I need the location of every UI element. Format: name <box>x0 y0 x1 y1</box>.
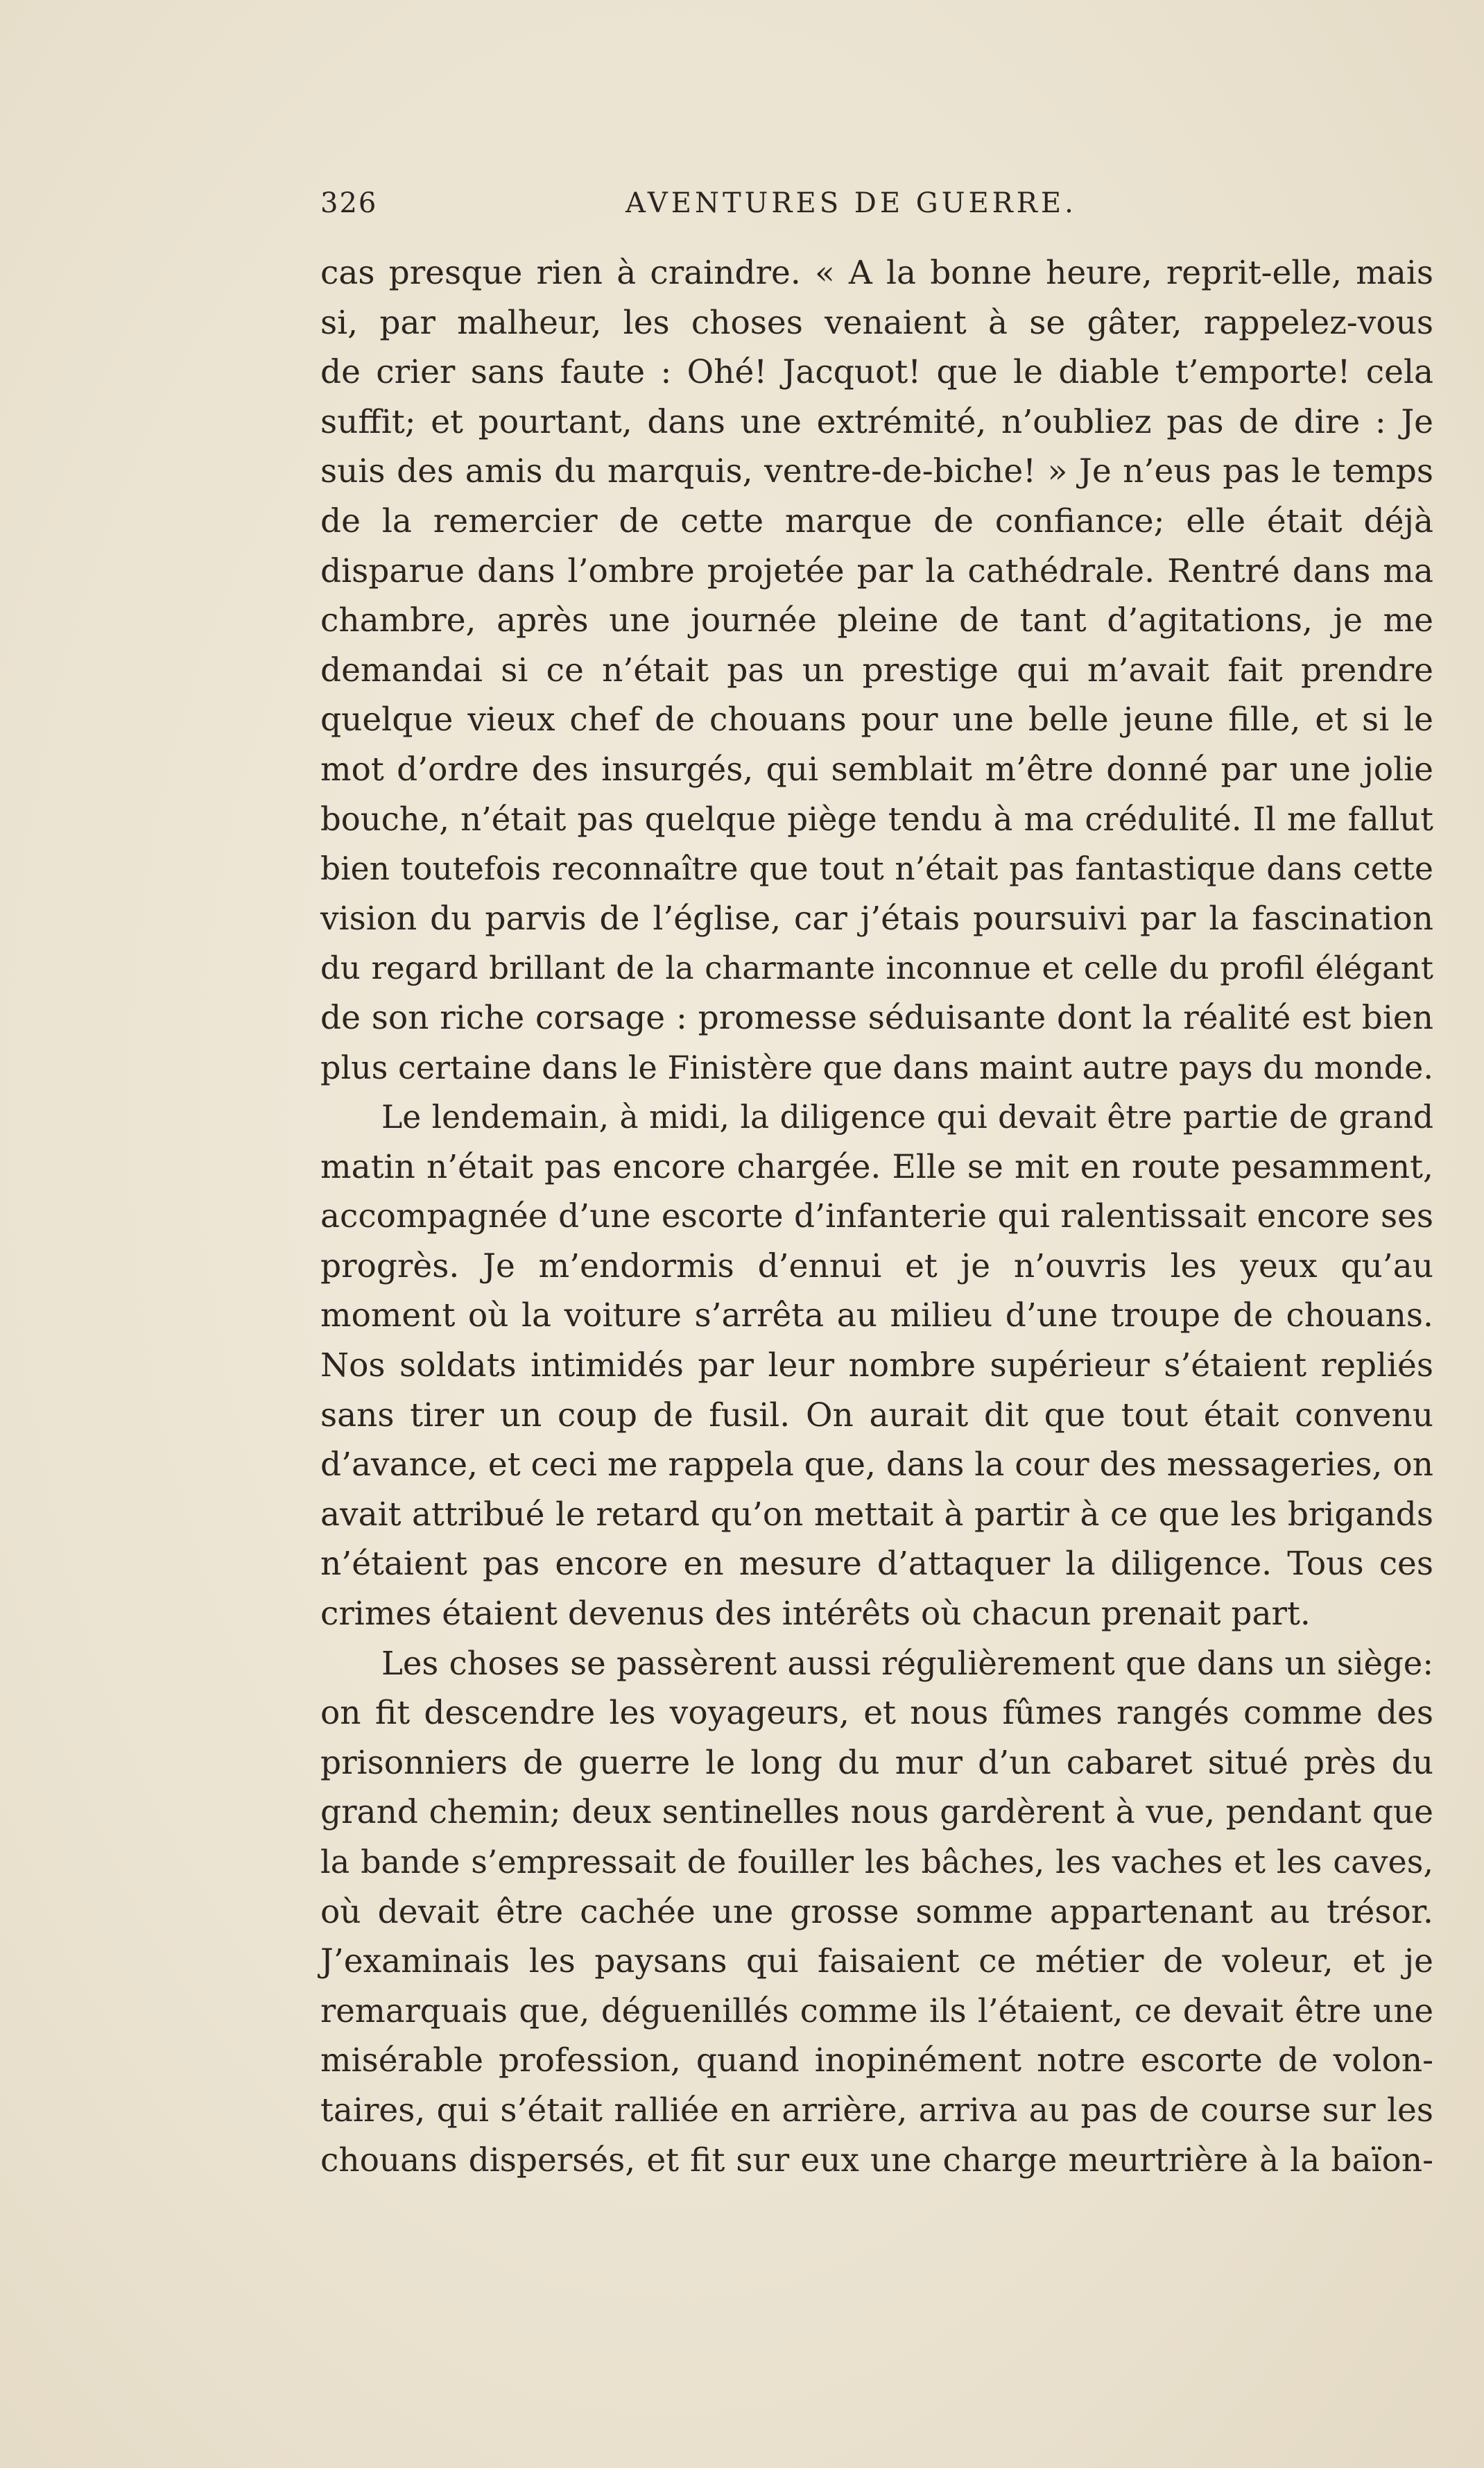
text-line: du regard brillant de la charmante inconnue et celle du profil élégant <box>320 950 1433 987</box>
text-line: demandai si ce n’était pas un prestige qui m’avait fait prendre <box>320 651 1433 689</box>
text-line: prisonniers de guerre le long du mur d’un cabaret situé près du <box>320 1743 1433 1782</box>
text-line: taires, qui s’était ralliée en arrière, arriva au pas de course sur les <box>320 2091 1433 2129</box>
text-line: disparue dans l’ombre projetée par la cathédrale. Rentré dans ma <box>320 551 1433 590</box>
text-line: matin n’était pas encore chargée. Elle se mit en route pesamment, <box>320 1147 1433 1186</box>
text-line: si, par malheur, les choses venaient à se gâter, rappelez-vous <box>320 303 1433 342</box>
text-line: grand chemin; deux sentinelles nous gardèrent à vue, pendant que <box>320 1793 1433 1832</box>
text-line: avait attribué le retard qu’on mettait à partir à ce que les brigands <box>320 1495 1433 1534</box>
text-line: de la remercier de cette marque de confiance; elle était déjà <box>320 502 1433 540</box>
text-line: chouans dispersés, et fit sur eux une charge meurtrière à la baïon- <box>320 2141 1433 2179</box>
text-line: accompagnée d’une escorte d’infanterie qui ralentissait encore ses <box>320 1197 1433 1236</box>
text-line: J’examinais les paysans qui faisaient ce métier de voleur, et je <box>320 1942 1433 1981</box>
text-line: Le lendemain, à midi, la diligence qui devait être partie de grand <box>381 1099 1433 1136</box>
text-line: suffit; et pourtant, dans une extrémité, n’oubliez pas de dire : Je <box>320 402 1433 441</box>
text-line: mot d’ordre des insurgés, qui semblait m’être donné par une jolie <box>320 750 1433 789</box>
text-line: où devait être cachée une grosse somme appartenant au trésor. <box>320 1892 1433 1931</box>
text-line: d’avance, et ceci me rappela que, dans la cour des messageries, on <box>320 1446 1433 1484</box>
text-line: sans tirer un coup de fusil. On aurait dit que tout était convenu <box>320 1396 1433 1434</box>
page-header <box>320 187 1444 229</box>
text-line: misérable profession, quand inopinément notre escorte de volon- <box>320 2041 1433 2080</box>
text-line: moment où la voiture s’arrêta au milieu d’une troupe de chouans. <box>320 1296 1433 1335</box>
page-number: 326 <box>320 187 378 219</box>
text-line: bien toutefois reconnaître que tout n’était pas fantastique dans cette <box>320 850 1433 888</box>
text-line: remarquais que, déguenillés comme ils l’étaient, ce devait être une <box>320 1991 1433 2030</box>
text-line: vision du parvis de l’église, car j’étais poursuivi par la fascination <box>320 899 1433 938</box>
text-line: bouche, n’était pas quelque piège tendu à ma crédulité. Il me fallut <box>320 800 1433 838</box>
text-line: on fit descendre les voyageurs, et nous fûmes rangés comme des <box>320 1694 1433 1733</box>
text-line: n’étaient pas encore en mesure d’attaquer la diligence. Tous ces <box>320 1545 1433 1584</box>
text-line: plus certaine dans le Finistère que dans maint autre pays du monde. <box>320 1048 1433 1086</box>
text-line: la bande s’empressait de fouiller les bâches, les vaches et les caves, <box>320 1843 1433 1880</box>
text-line: cas presque rien à craindre. « A la bonne heure, reprit-elle, mais <box>320 254 1433 292</box>
text-line: chambre, après une journée pleine de tant d’agitations, je me <box>320 601 1433 640</box>
text-line: crimes étaient devenus des intérêts où chacun prenait part. <box>320 1595 1311 1634</box>
running-title: AVENTURES DE GUERRE. <box>625 187 1077 219</box>
text-line: quelque vieux chef de chouans pour une belle jeune fille, et si le <box>320 701 1433 739</box>
text-line: de crier sans faute : Ohé! Jacquot! que le diable t’emporte! cela <box>320 353 1433 392</box>
text-line: progrès. Je m’endormis d’ennui et je n’ouvris les yeux qu’au <box>320 1246 1433 1285</box>
body-text <box>320 248 1433 2185</box>
text-line: Les choses se passèrent aussi régulièrement que dans un siège: <box>381 1644 1433 1682</box>
text-line: de son riche corsage : promesse séduisante dont la réalité est bien <box>320 998 1433 1037</box>
text-line: suis des amis du marquis, ventre-de-biche! » Je n’eus pas le temps <box>320 452 1433 491</box>
text-line: Nos soldats intimidés par leur nombre supérieur s’étaient repliés <box>320 1346 1433 1385</box>
